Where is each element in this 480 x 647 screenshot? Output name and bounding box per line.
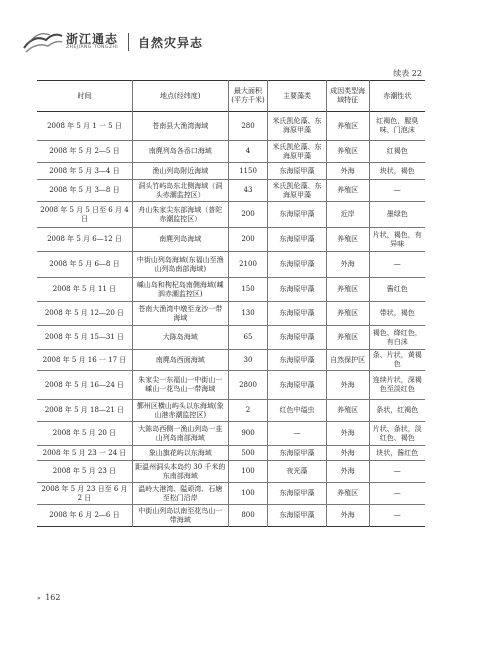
cell-species: 东海原甲藻 xyxy=(268,483,326,505)
cell-nature: 红褐色，腥臭味，门泡沫 xyxy=(369,112,425,141)
cell-date: 2008 年 6 月 2—6 日 xyxy=(49,511,120,519)
column-header-location: 地点(经纬度) xyxy=(132,81,228,112)
cell-location: 苍南大渔湾中墩至龙沙一带海域 xyxy=(132,302,228,326)
cell-location: 洞头竹屿岛东北侧海域（洞头赤潮监控区） xyxy=(132,180,228,202)
table-row xyxy=(37,505,425,527)
cell-nature: 褐色、绛红色，有白沫 xyxy=(369,326,425,350)
logo-subtitle: ZHEJIANG TONGZHI xyxy=(66,45,119,50)
cell-date: 2008 年 5 月 12—20 日 xyxy=(44,309,125,317)
cell-location: 中街山列岛海域(东福山至渔山列岛南部海域) xyxy=(132,252,228,278)
cell-type: 外海 xyxy=(326,163,369,180)
cell-location: 嵊山岛和枸杞岛南侧海域(嵊泗赤潮监控区) xyxy=(132,278,228,302)
cell-type: 养殖区 xyxy=(326,180,369,202)
table-header-row xyxy=(37,81,425,112)
cell-location: 象山旗花屿以东海域 xyxy=(132,446,228,461)
cell-nature: 片状，褐色，有异味 xyxy=(369,228,425,252)
cell-area: 100 xyxy=(228,461,268,483)
cell-area: 43 xyxy=(228,180,268,202)
cell-type: 养殖区 xyxy=(326,400,369,422)
cell-type: 养殖区 xyxy=(326,278,369,302)
cell-nature: 墨绿色 xyxy=(369,202,425,228)
cell-date: 2008 年 5 月 16—24 日 xyxy=(44,380,125,389)
cell-type: 养殖区 xyxy=(326,141,369,163)
cell-area: 2100 xyxy=(228,252,268,278)
cell-area: 1150 xyxy=(228,163,268,180)
column-header-date: 时间 xyxy=(77,91,92,100)
cell-area: 500 xyxy=(228,446,268,461)
cell-species: 东海原甲藻 xyxy=(268,228,326,252)
page-header xyxy=(22,24,462,62)
cell-type: 近岸 xyxy=(326,202,369,228)
table-row xyxy=(37,180,425,202)
cell-species: 东海原甲藻 xyxy=(268,163,326,180)
table-row xyxy=(37,446,425,461)
table-row xyxy=(37,422,425,446)
cell-location: 南麂列岛海域 xyxy=(132,228,228,252)
cell-location: 苍南县大渔湾海域 xyxy=(132,112,228,141)
cell-location: 距温州洞头本岛约 30 千米的东南部海域 xyxy=(132,461,228,483)
table-row xyxy=(37,326,425,350)
cell-date: 2008 年 5 月 23 一 24 日 xyxy=(42,448,127,457)
cell-species: 夜光藻 xyxy=(268,461,326,483)
cell-date: 2008 年 5 月 6—12 日 xyxy=(47,235,122,243)
cell-species: 东海原甲藻 xyxy=(268,505,326,527)
cell-nature: 条、片状，黄褐色 xyxy=(369,350,425,371)
cell-species: 米氏凯伦藻、东海原甲藻 xyxy=(268,112,326,141)
cell-nature: 条状，红褐色 xyxy=(369,400,425,422)
cell-species: 东海原甲藻 xyxy=(268,371,326,400)
cell-location: 大陈岛海域 xyxy=(132,326,228,350)
column-header-nature: 赤潮性状 xyxy=(369,81,425,112)
logo-icon xyxy=(22,28,64,56)
cell-date: 2008 年 5 月 3—8 日 xyxy=(49,186,120,194)
cell-species: 东海原甲藻 xyxy=(268,350,326,371)
cell-type: 自然保护区 xyxy=(326,350,369,371)
cell-nature: 块状，酱红色 xyxy=(369,446,425,461)
column-header-species: 主要藻类 xyxy=(268,81,326,112)
cell-area: 150 xyxy=(228,278,268,302)
cell-date: 2008 年 5 月 16 一 17 日 xyxy=(42,355,127,364)
cell-species: 东海原甲藻 xyxy=(268,202,326,228)
cell-species: 东海原甲藻 xyxy=(268,278,326,302)
table-row xyxy=(37,141,425,163)
cell-nature: — xyxy=(369,483,425,505)
header-divider xyxy=(128,33,129,51)
cell-area: 800 xyxy=(228,505,268,527)
cell-location: 舟山朱家尖东部海域（普陀赤潮监控区） xyxy=(132,202,228,228)
cell-nature: 块状，褐色 xyxy=(369,163,425,180)
cell-date: 2008 年 5 月 2—5 日 xyxy=(49,147,120,155)
cell-type: 外海 xyxy=(326,461,369,483)
table-row xyxy=(37,371,425,400)
cell-nature: — xyxy=(369,461,425,483)
cell-location: 南麂岛西面海域 xyxy=(132,350,228,371)
cell-area: 200 xyxy=(228,202,268,228)
cell-nature: 带状，褐色 xyxy=(369,302,425,326)
cell-date: 2008 年 5 月 23 日 xyxy=(52,467,117,475)
cell-type: 养殖区 xyxy=(326,112,369,141)
cell-nature: 红褐色 xyxy=(369,141,425,163)
cell-location: 南麂列岛各岙口海域 xyxy=(132,141,228,163)
cell-area: 2800 xyxy=(228,371,268,400)
table-row xyxy=(37,228,425,252)
cell-area: 200 xyxy=(228,228,268,252)
cell-area: 280 xyxy=(228,112,268,141)
cell-date: 2008 年 5 月 3—4 日 xyxy=(49,166,120,175)
cell-area: 130 xyxy=(228,302,268,326)
table-row xyxy=(37,252,425,278)
cell-type: 外海 xyxy=(326,252,369,278)
cell-type: 养殖区 xyxy=(326,483,369,505)
page-number: 162 xyxy=(45,593,61,602)
table-row xyxy=(37,278,425,302)
cell-location: 朱家尖一东福山一中街山一嵊山一花鸟山一带海域 xyxy=(132,371,228,400)
cell-location: 渔山列岛附近海域 xyxy=(132,163,228,180)
table-row xyxy=(37,112,425,141)
cell-nature: 连续片状，深褐色至淡红色 xyxy=(369,371,425,400)
cell-nature: — xyxy=(369,180,425,202)
cell-type: 外海 xyxy=(326,422,369,446)
table-row xyxy=(37,350,425,371)
cell-species: 东海原甲藻 xyxy=(268,252,326,278)
cell-area: 4 xyxy=(228,141,268,163)
table-continue-label: 续表 22 xyxy=(393,69,422,78)
cell-type: 养殖区 xyxy=(326,302,369,326)
cell-location: 大陈岛西侧一渔山列岛一韭山列岛南部海域 xyxy=(132,422,228,446)
table-row xyxy=(37,400,425,422)
page-footer xyxy=(37,593,61,602)
cell-date: 2008 年 5 月 1 一 5 日 xyxy=(47,121,122,130)
table-row xyxy=(37,461,425,483)
cell-species: 东海原甲藻 xyxy=(268,446,326,461)
column-header-area: 最大面积(平方千米) xyxy=(228,81,268,112)
table-row xyxy=(37,202,425,228)
table-body xyxy=(37,112,425,527)
cell-location: 鄞州区横山屿头以东海域(象山港赤潮监控区) xyxy=(132,400,228,422)
section-title: 自然灾异志 xyxy=(138,36,204,50)
cell-date: 2008 年 5 月 15—31 日 xyxy=(44,333,125,341)
cell-species: 米氏凯伦藻、东海原甲藻 xyxy=(268,141,326,163)
cell-date: 2008 年 5 月 11 日 xyxy=(52,285,117,293)
page-arrow-icon: » xyxy=(37,595,41,602)
cell-date: 2008 年 5 月 6—8 日 xyxy=(49,260,120,268)
cell-area: 30 xyxy=(228,350,268,371)
cell-area: 65 xyxy=(228,326,268,350)
cell-date: 2008 年 5 月 23 日至 6 月 2 日 xyxy=(41,484,128,502)
cell-date: 2008 年 5 月 20 日 xyxy=(52,429,117,437)
cell-type: 养殖区 xyxy=(326,326,369,350)
cell-date: 2008 年 5 月 5 日至 6 月 4 日 xyxy=(40,205,129,223)
cell-location: 温岭大港湾、隘顽湾、石塘至松门沿岸 xyxy=(132,483,228,505)
red-tide-table xyxy=(37,80,425,527)
cell-type: 外海 xyxy=(326,446,369,461)
cell-nature: 片状、条状，淡红色、褐色 xyxy=(369,422,425,446)
table-row xyxy=(37,483,425,505)
cell-area: 100 xyxy=(228,483,268,505)
cell-species: 红色中缢虫 xyxy=(268,400,326,422)
cell-nature: — xyxy=(369,505,425,527)
cell-area: 900 xyxy=(228,422,268,446)
logo-title: 浙江通志 xyxy=(66,32,119,46)
cell-species: 东海原甲藻 xyxy=(268,326,326,350)
cell-species: 东海原甲藻 xyxy=(268,302,326,326)
cell-nature: — xyxy=(369,252,425,278)
cell-date: 2008 年 5 月 18—21 日 xyxy=(44,406,125,414)
cell-type: 外海 xyxy=(326,505,369,527)
cell-species: 米氏凯伦藻、东海原甲藻 xyxy=(268,180,326,202)
cell-species: — xyxy=(268,422,326,446)
cell-type: 外海 xyxy=(326,371,369,400)
cell-type: 养殖区 xyxy=(326,228,369,252)
table-row xyxy=(37,302,425,326)
cell-location: 中街山列岛以南至花鸟山一带海域 xyxy=(132,505,228,527)
table-row xyxy=(37,163,425,180)
cell-nature: 酱红色 xyxy=(369,278,425,302)
cell-area: 2 xyxy=(228,400,268,422)
column-header-type: 成因类型海域特征 xyxy=(326,81,369,112)
